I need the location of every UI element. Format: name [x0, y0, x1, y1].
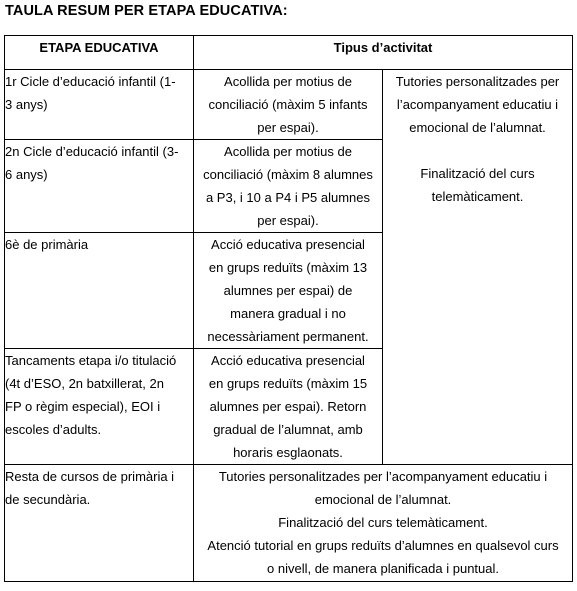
activity-line-attention: Atenció tutorial en grups reduïts d’alumnes en qualsevol curs o nivell, de manera planificada i puntual.	[207, 538, 559, 576]
stage-cell: 6è de primària	[5, 233, 194, 349]
activity-cell: Acció educativa presencial en grups reduïts (màxim 15 alumnes per espai). Retorn gradual de l’alumnat, amb horaris esglaonats.	[194, 349, 383, 465]
shared-activity-cell	[383, 70, 573, 465]
activity-line-tutoring: Tutories personalitzades per l’acompanyament educatiu i emocional de l’alumnat.	[218, 469, 548, 507]
table-header-row	[5, 36, 573, 70]
table-row	[5, 465, 573, 582]
header-activity-type: Tipus d’activitat	[194, 36, 573, 70]
stage-cell: Tancaments etapa i/o titulació (4t d’ESO, 2n batxillerat, 2n FP o règim especial), EOI i escoles d’adults.	[5, 349, 194, 465]
shared-activity-completion: Finalització del curs telemàticament.	[420, 166, 535, 204]
activity-cell: Acollida per motius de conciliació (màxim 5 infants per espai).	[194, 70, 383, 140]
activity-cell: Acollida per motius de conciliació (màxim 8 alumnes a P3, i 10 a P4 i P5 alumnes per espai).	[194, 140, 383, 233]
document-title: TAULA RESUM PER ETAPA EDUCATIVA:	[5, 3, 288, 19]
stage-cell: 1r Cicle d’educació infantil (1- 3 anys)	[5, 70, 194, 140]
activity-cell-wide	[194, 465, 573, 582]
stage-cell: 2n Cicle d’educació infantil (3- 6 anys)	[5, 140, 194, 233]
stage-cell: Resta de cursos de primària i de secundària.	[5, 465, 194, 582]
summary-table	[4, 35, 573, 582]
activity-cell: Acció educativa presencial en grups reduïts (màxim 13 alumnes per espai) de manera gradual i no necessàriament permanent.	[194, 233, 383, 349]
header-stage: ETAPA EDUCATIVA	[5, 36, 194, 70]
table-row	[5, 70, 573, 140]
activity-line-completion: Finalització del curs telemàticament.	[278, 515, 488, 530]
shared-activity-tutoring: Tutories personalitzades per l’acompanyament educatiu i emocional de l’alumnat.	[395, 74, 560, 135]
